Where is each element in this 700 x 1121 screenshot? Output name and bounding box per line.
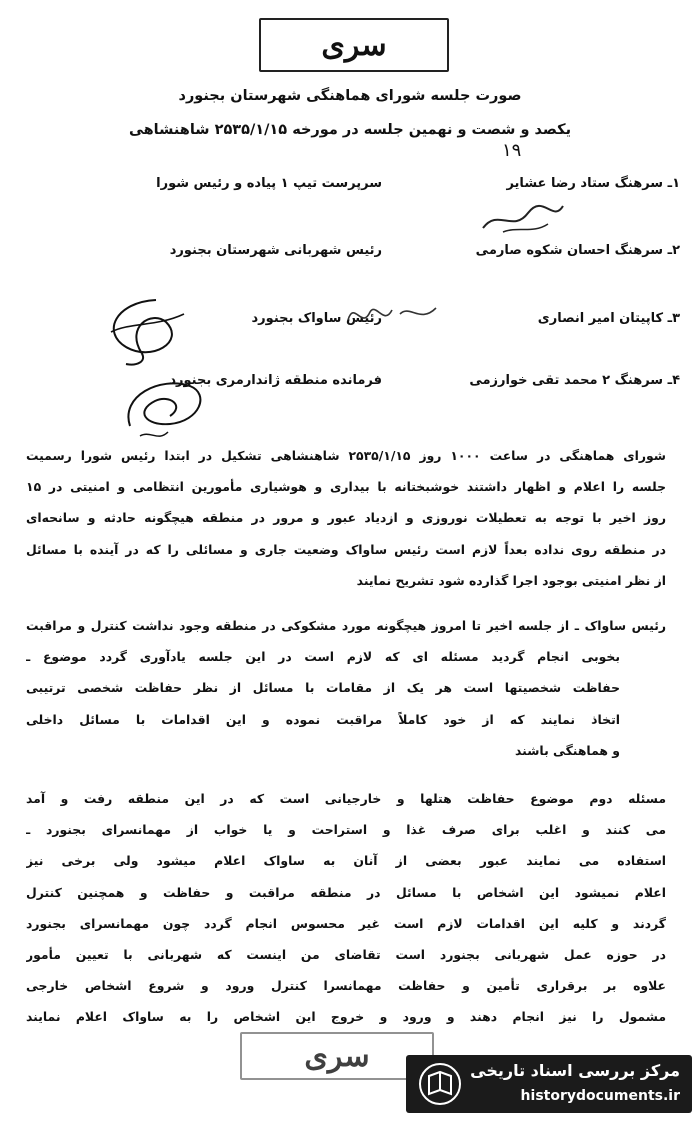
signature-3-handwriting	[340, 290, 450, 340]
attendee-name: ۱ـ سرهنگ ستاد رضا عشایر	[506, 176, 680, 191]
text-line: می کنند و اغلب برای صرف غذا و استراحت و یا خواب از مهمانسرای بجنورد ـ	[26, 822, 666, 838]
classification-stamp-bottom: سری	[240, 1032, 434, 1080]
signature-4	[110, 366, 220, 446]
attendee-role: سرپرست تیپ ۱ پیاده و رئیس شورا	[156, 176, 382, 191]
text-line: استفاده می نمایند عبور بعضی از آنان به ساواک اعلام میشود ولی برخی نیز	[26, 853, 666, 869]
text-line: رئیس ساواک ـ از جلسه اخیر تا امروز هیچگونه مورد مشکوکی در منطقه وجود نداشت کنترل و مراقبت	[26, 618, 666, 633]
text-line: اتخاذ نمایند که از خود کاملاً مراقبت نموده و این اقدامات با مسائل داخلی	[26, 711, 620, 727]
classification-stamp-top: سری	[259, 18, 449, 72]
attendee-role: رئیس شهربانی شهرستان بجنورد	[169, 243, 382, 258]
session-line: یکصد و شصت و نهمین جلسه در مورخه ۲۵۳۵/۱/۱۵ شاهنشاهی	[128, 122, 572, 138]
attendee-name: ۴ـ سرهنگ ۲ محمد تقی خوارزمی	[469, 373, 680, 388]
paragraph-savak-report	[26, 610, 666, 766]
attendee-role: رئیس ساواک بجنورد	[251, 311, 382, 326]
document-archive-logo-icon	[418, 1062, 462, 1106]
text-line: اعلام نمیشود این اشخاص با مسائل در منطقه مراقبت و حفاظت و همچنین کنترل	[26, 884, 666, 900]
paragraph-opening	[26, 440, 666, 596]
text-line: از نظر امنیتی بوجود اجرا گذارده شود تشریح نمایند	[356, 572, 666, 588]
attendee-name: ۳ـ کاپیتان امیر انصاری	[537, 311, 680, 326]
signature-3	[96, 292, 196, 370]
text-line: حفاظت شخصیتها است هر یک از مقامات با مسائل از نظر حفاظت شخصی ترتیبی	[26, 680, 620, 696]
text-line: روز اخیر با توجه به تعطیلات نوروزی و ازدیاد عبور و مرور در منطقه هیچگونه حادثه و سانحه‌ای	[26, 510, 666, 526]
text-line: گردند و کلیه این اقدامات لازم است غیر محسوس انجام گردد چون مهمانسرای بجنورد	[26, 915, 666, 931]
text-line: شورای هماهنگی در ساعت ۱۰۰۰ روز ۲۵۳۵/۱/۱۵ شاهنشاهی تشکیل در ابتدا رئیس شورا رسمیت	[26, 448, 666, 463]
text-line: در حوزه عمل شهربانی بجنورد است تقاضای من اینست که شهربانی با تعیین مأمور	[26, 947, 666, 963]
attendee-name: ۲ـ سرهنگ احسان شکوه صارمی	[475, 243, 680, 258]
text-line: مسئله دوم موضوع حفاظت هتلها و خارجیانی است که در این منطقه رفت و آمد	[26, 791, 666, 806]
watermark-text-fa: مرکز بررسی اسناد تاریخی	[470, 1061, 680, 1080]
attendee-role: فرمانده منطقه ژاندارمری بجنورد	[169, 373, 382, 388]
text-line: مشمول را نیز انجام دهند و ورود و خروج این اشخاص را به ساواک اعلام نمایند	[26, 1009, 666, 1025]
handwritten-number: ۱۹	[502, 140, 522, 161]
text-line: و هماهنگی باشند	[515, 742, 620, 758]
text-line: علاوه بر برقراری تأمین و حفاظت مهمانسرا کنترل ورود و شروع اشخاص خارجی	[26, 978, 666, 994]
text-line: جلسه را اعلام و اظهار داشتند خوشبختانه با بیداری و هوشیاری مأمورین انتظامی و امنیتی در ۱۵	[26, 479, 666, 495]
watermark-banner	[406, 1055, 692, 1113]
watermark-text-en: historydocuments.ir	[520, 1088, 680, 1104]
document-title: صورت جلسه شورای هماهنگی شهرستان بجنورد	[178, 88, 522, 104]
text-line: در منطقه روی نداده بعداً لازم است رئیس ساواک وضعیت جاری و مسائلی را که در آینده با مسائل	[26, 541, 666, 557]
text-line: بخوبی انجام گردید مسئله ای که لازم است در این جلسه یادآوری گردد موضوع ـ	[26, 649, 620, 665]
signature-1	[478, 198, 568, 238]
paragraph-second-issue	[26, 783, 666, 1033]
